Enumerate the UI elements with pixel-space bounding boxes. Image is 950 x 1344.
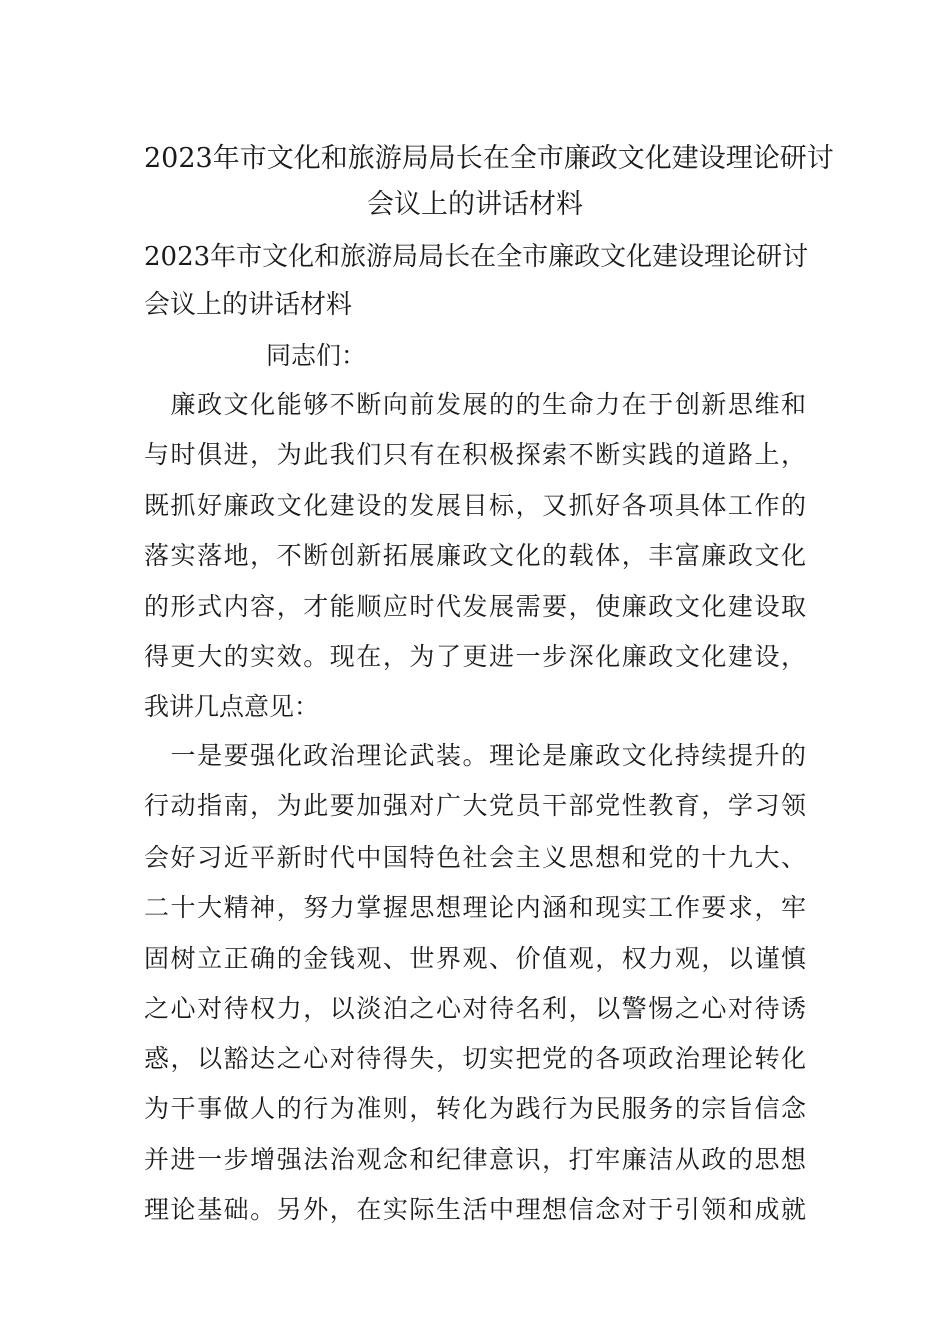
paragraph-line: 行动指南，为此要加强对广大党员干部党性教育，学习领: [144, 791, 806, 820]
document-subtitle-line-1: 2023年市文化和旅游局局长在全市廉政文化建设理论研讨: [144, 242, 809, 272]
paragraph-line: 得更大的实效。现在，为了更进一步深化廉政文化建设，: [144, 642, 806, 671]
paragraph-line: 落实落地，不断创新拓展廉政文化的载体，丰富廉政文化: [144, 541, 806, 570]
paragraph-line: 一是要强化政治理论武装。理论是廉政文化持续提升的: [144, 741, 806, 770]
paragraph-line: 既抓好廉政文化建设的发展目标，又抓好各项具体工作的: [144, 491, 806, 520]
document-subtitle-line-2: 会议上的讲话材料: [144, 290, 353, 320]
paragraph-line: 之心对待权力，以淡泊之心对待名利，以警惕之心对待诱: [144, 994, 806, 1023]
salutation: 同志们：: [266, 341, 367, 370]
paragraph-line: 并进一步增强法治观念和纪律意识，打牢廉洁从政的思想: [144, 1145, 806, 1174]
paragraph-line: 为干事做人的行为准则，转化为践行为民服务的宗旨信念: [144, 1094, 806, 1123]
paragraph-line: 会好习近平新时代中国特色社会主义思想和党的十九大、: [144, 843, 806, 872]
paragraph-line: 理论基础。另外，在实际生活中理想信念对于引领和成就: [144, 1195, 806, 1224]
document-title-line-2: 会议上的讲话材料: [367, 189, 583, 220]
paragraph-line: 与时俱进，为此我们只有在积极探索不断实践的道路上，: [144, 440, 806, 469]
paragraph-line: 廉政文化能够不断向前发展的的生命力在于创新思维和: [144, 390, 806, 419]
paragraph-line: 二十大精神，努力掌握思想理论内涵和现实工作要求，牢: [144, 893, 806, 922]
paragraph-line: 我讲几点意见：: [144, 692, 320, 721]
document-title-line-1: 2023年市文化和旅游局局长在全市廉政文化建设理论研讨: [144, 143, 834, 174]
paragraph-line: 惑，以豁达之心对待得失，切实把党的各项政治理论转化: [144, 1044, 806, 1073]
paragraph-line: 固树立正确的金钱观、世界观、价值观，权力观，以谨慎: [144, 944, 806, 973]
paragraph-line: 的形式内容，才能顺应时代发展需要，使廉政文化建设取: [144, 592, 806, 621]
